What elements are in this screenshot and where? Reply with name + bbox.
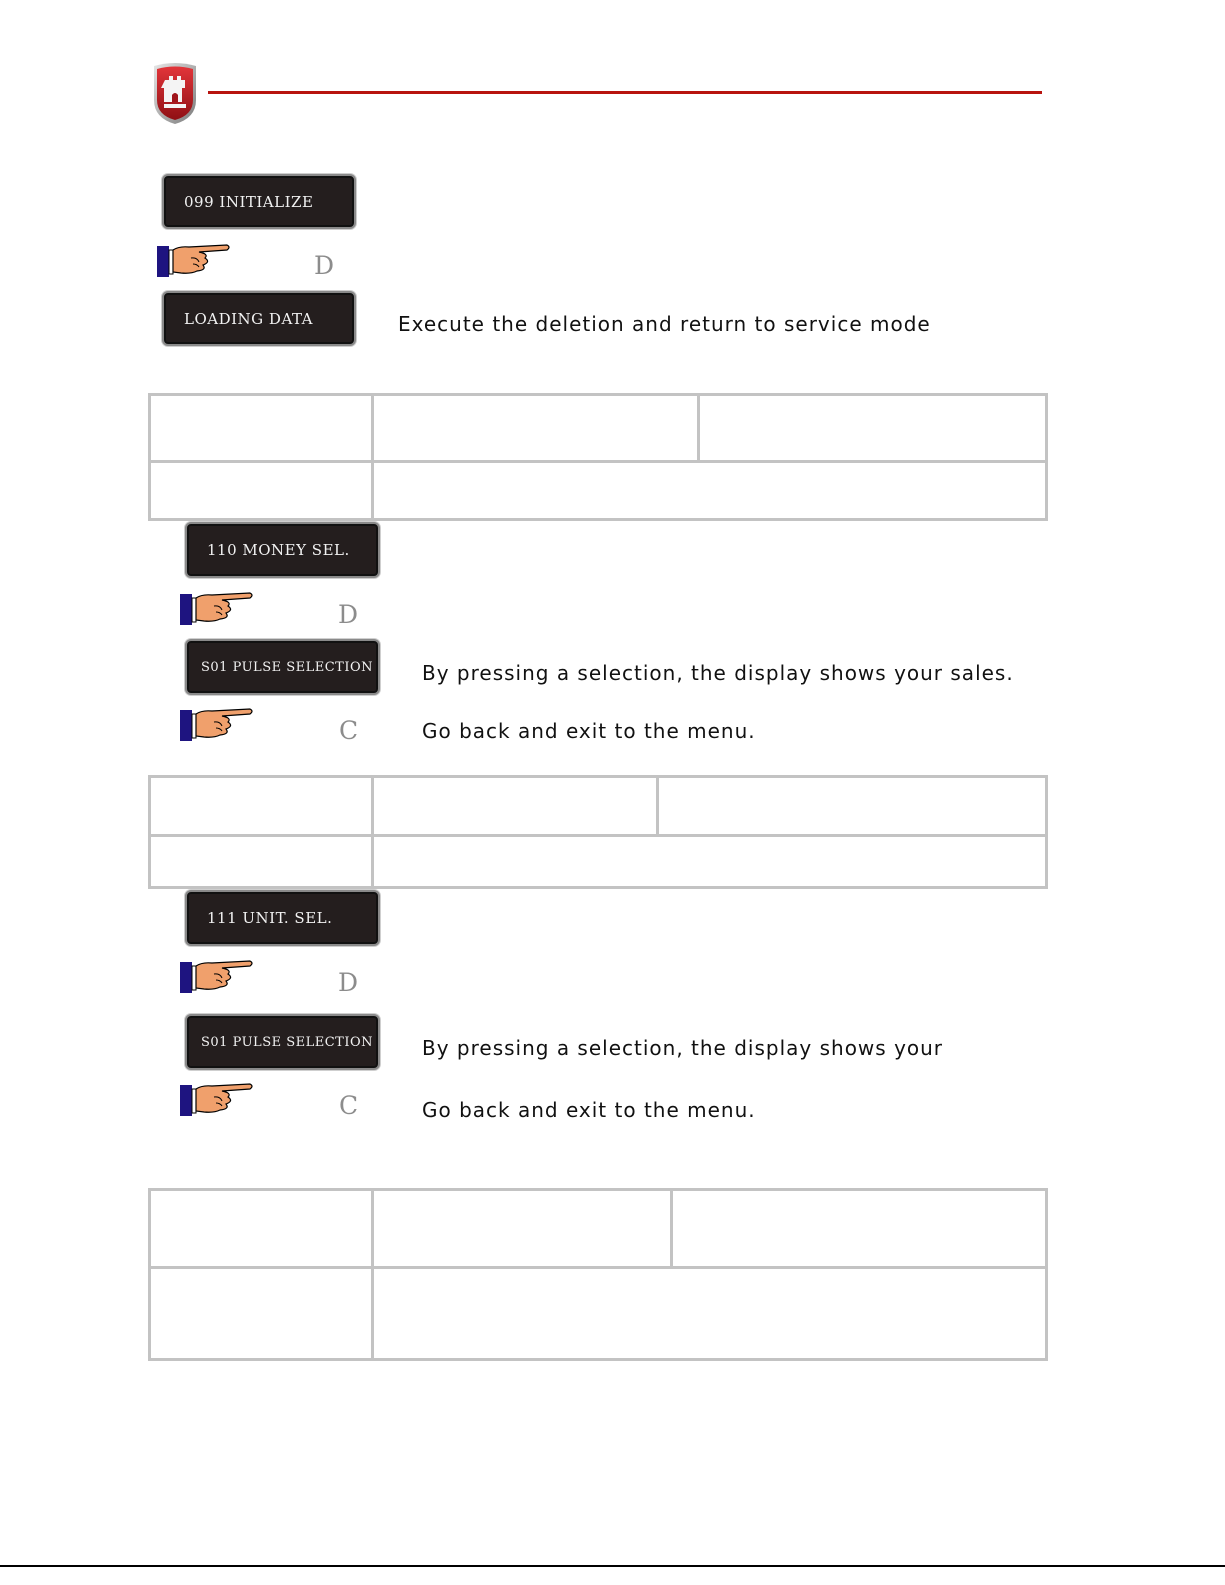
lcd-display-pulse-selection: S01 PULSE SELECTION xyxy=(185,639,380,695)
pointing-hand-icon xyxy=(157,244,233,280)
lcd-display-pulse-selection: S01 PULSE SELECTION xyxy=(185,1014,380,1070)
key-d-label: D xyxy=(314,251,335,280)
instruction-shows-your: By pressing a selection, the display shows your xyxy=(422,1036,944,1060)
lcd-display-loading-data: LOADING DATA xyxy=(162,291,356,346)
instruction-shows-sales: By pressing a selection, the display shows your sales. xyxy=(422,661,1014,685)
instruction-execute-deletion: Execute the deletion and return to service mode xyxy=(398,312,931,336)
pointing-hand-icon xyxy=(180,960,256,996)
header-rule xyxy=(208,91,1042,94)
key-d-label: D xyxy=(338,600,359,629)
page-bottom-rule xyxy=(0,1565,1225,1567)
key-c-label: C xyxy=(339,716,359,745)
pointing-hand-icon xyxy=(180,1083,256,1119)
instruction-go-back: Go back and exit to the menu. xyxy=(422,719,756,743)
lcd-display-unit-sel: 111 UNIT. SEL. xyxy=(185,890,380,946)
castle-shield-icon xyxy=(150,60,200,126)
blank-table-1 xyxy=(148,393,1048,521)
pointing-hand-icon xyxy=(180,708,256,744)
instruction-go-back: Go back and exit to the menu. xyxy=(422,1098,756,1122)
key-c-label: C xyxy=(339,1091,359,1120)
pointing-hand-icon xyxy=(180,592,256,628)
key-d-label: D xyxy=(338,968,359,997)
lcd-display-money-sel: 110 MONEY SEL. xyxy=(185,522,380,578)
lcd-display-initialize: 099 INITIALIZE xyxy=(162,174,356,229)
blank-table-2 xyxy=(148,775,1048,889)
blank-table-3 xyxy=(148,1188,1048,1361)
